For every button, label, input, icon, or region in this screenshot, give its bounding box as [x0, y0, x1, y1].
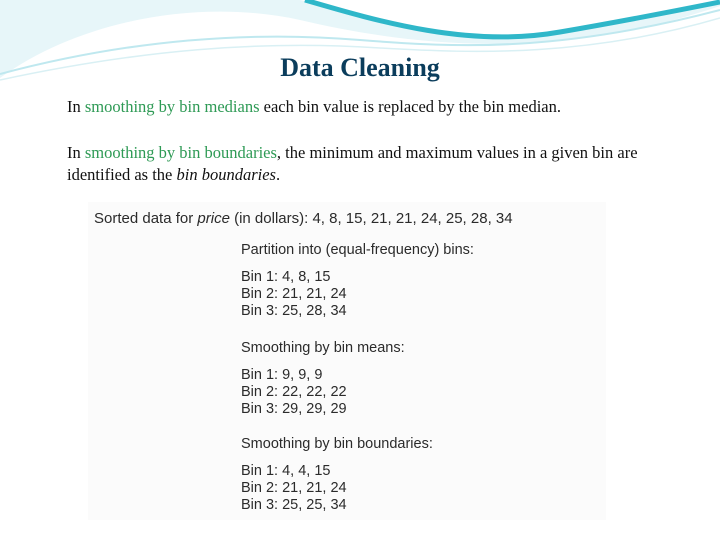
binning-example-figure [88, 202, 606, 520]
paragraph-bin-boundaries [67, 142, 677, 186]
sorted-data-prefix: Sorted data for [94, 210, 198, 227]
italic-term: bin boundaries [176, 165, 276, 184]
highlight-term: smoothing by bin boundaries [84, 143, 277, 162]
paragraph-text: In [67, 143, 85, 162]
partition-heading: Partition into (equal-frequency) bins: [241, 242, 474, 258]
bin-line: Bin 1: 9, 9, 9 [241, 367, 323, 383]
bin-line: Bin 3: 29, 29, 29 [241, 401, 347, 417]
sorted-data-line [94, 210, 513, 227]
paragraph-text: . [275, 165, 281, 184]
bin-line: Bin 3: 25, 28, 34 [241, 303, 347, 319]
bin-line: Bin 2: 22, 22, 22 [241, 384, 347, 400]
paragraph-text: , the minimum and maximum values in a given bin are identified as the [67, 143, 638, 184]
partition-block [241, 242, 474, 320]
bin-means-block [241, 340, 405, 418]
bin-line: Bin 3: 25, 25, 34 [241, 497, 347, 513]
bin-line: Bin 2: 21, 21, 24 [241, 286, 347, 302]
bin-line: Bin 1: 4, 4, 15 [241, 463, 331, 479]
bin-boundaries-heading: Smoothing by bin boundaries: [241, 436, 433, 452]
page-title: Data Cleaning [280, 53, 440, 82]
bin-line: Bin 2: 21, 21, 24 [241, 480, 347, 496]
bin-boundaries-block [241, 436, 433, 514]
sorted-data-values: (in dollars): 4, 8, 15, 21, 21, 24, 25, 28, 34 [229, 210, 513, 227]
bin-line: Bin 1: 4, 8, 15 [241, 269, 331, 285]
paragraph-text: each bin value is replaced by the bin median. [259, 97, 561, 116]
highlight-term: smoothing by bin medians [84, 97, 260, 116]
bin-means-heading: Smoothing by bin means: [241, 340, 405, 356]
paragraph-bin-medians [67, 96, 677, 118]
price-term: price [197, 210, 230, 227]
paragraph-text: In [67, 97, 85, 116]
